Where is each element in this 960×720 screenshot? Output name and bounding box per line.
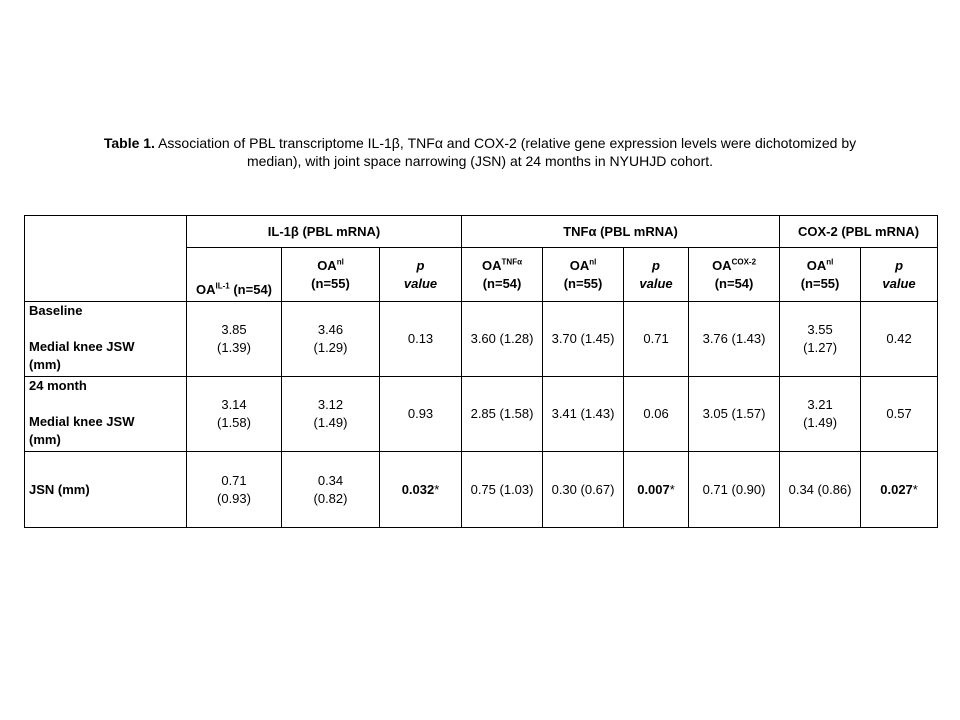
subheader-tnf-case: $OA^{TNF\alpha}$ (n=54) bbox=[462, 248, 543, 302]
row-label-baseline: Baseline Medial knee JSW (mm) bbox=[25, 302, 187, 377]
subheader-tnf-pvalue: p value bbox=[624, 248, 689, 302]
cell-jsn-cox-pvalue: 0.027* bbox=[861, 452, 938, 528]
cell-24m-cox-normal: 3.21 (1.49) bbox=[780, 377, 861, 452]
group-header-row bbox=[25, 216, 938, 248]
cell-baseline-il1-normal: 3.46 (1.29) bbox=[282, 302, 380, 377]
table-caption bbox=[40, 134, 920, 170]
cell-baseline-cox-pvalue: 0.42 bbox=[861, 302, 938, 377]
cell-jsn-tnf-normal: 0.30 (0.67) bbox=[543, 452, 624, 528]
subheader-il1-normal: $OA^{nl}$ (n=55) bbox=[282, 248, 380, 302]
cell-24m-il1-normal: 3.12 (1.49) bbox=[282, 377, 380, 452]
cell-baseline-tnf-normal: 3.70 (1.45) bbox=[543, 302, 624, 377]
cell-baseline-il1-pvalue: 0.13 bbox=[380, 302, 462, 377]
row-label-jsn: JSN (mm) bbox=[25, 452, 187, 528]
cell-baseline-il1-case: 3.85 (1.39) bbox=[187, 302, 282, 377]
cell-24m-cox-case: 3.05 (1.57) bbox=[689, 377, 780, 452]
cell-jsn-cox-case: 0.71 (0.90) bbox=[689, 452, 780, 528]
cell-24m-il1-pvalue: 0.93 bbox=[380, 377, 462, 452]
results-table bbox=[24, 215, 938, 528]
cell-24m-cox-pvalue: 0.57 bbox=[861, 377, 938, 452]
cell-24m-tnf-pvalue: 0.06 bbox=[624, 377, 689, 452]
caption-line-1 bbox=[40, 134, 920, 152]
cell-baseline-tnf-case: 3.60 (1.28) bbox=[462, 302, 543, 377]
cell-24m-tnf-case: 2.85 (1.58) bbox=[462, 377, 543, 452]
subheader-cox-normal: $OA^{nl}$ (n=55) bbox=[780, 248, 861, 302]
cell-24m-tnf-normal: 3.41 (1.43) bbox=[543, 377, 624, 452]
group-header-il1b: IL-1β (PBL mRNA) bbox=[187, 216, 462, 248]
cell-jsn-il1-normal: 0.34 (0.82) bbox=[282, 452, 380, 528]
table-row-baseline bbox=[25, 302, 938, 377]
subheader-tnf-normal: $OA^{nl}$ (n=55) bbox=[543, 248, 624, 302]
cell-baseline-cox-normal: 3.55 (1.27) bbox=[780, 302, 861, 377]
corner-cell bbox=[25, 216, 187, 302]
subheader-cox-pvalue: p value bbox=[861, 248, 938, 302]
cell-jsn-il1-pvalue: 0.032* bbox=[380, 452, 462, 528]
caption-line-2: median), with joint space narrowing (JSN) at 24 months in NYUHJD cohort. bbox=[246, 153, 714, 169]
subheader-il1-case: $OA^{IL-1}$ (n=54) bbox=[187, 248, 282, 302]
row-label-24-month: 24 month Medial knee JSW (mm) bbox=[25, 377, 187, 452]
cell-baseline-cox-case: 3.76 (1.43) bbox=[689, 302, 780, 377]
table-row-24-month bbox=[25, 377, 938, 452]
caption-prefix: Table 1. bbox=[103, 135, 155, 151]
cell-jsn-tnf-pvalue: 0.007* bbox=[624, 452, 689, 528]
cell-24m-il1-case: 3.14 (1.58) bbox=[187, 377, 282, 452]
table-row-jsn bbox=[25, 452, 938, 528]
group-header-cox2: COX-2 (PBL mRNA) bbox=[780, 216, 938, 248]
subheader-il1-pvalue: p value bbox=[380, 248, 462, 302]
subheader-cox-case: $OA^{COX-2}$ (n=54) bbox=[689, 248, 780, 302]
caption-text-1: Association of PBL transcriptome IL-1β, TNFα and COX-2 (relative gene expression levels were dichotomized by bbox=[158, 135, 857, 151]
cell-jsn-cox-normal: 0.34 (0.86) bbox=[780, 452, 861, 528]
cell-baseline-tnf-pvalue: 0.71 bbox=[624, 302, 689, 377]
cell-jsn-tnf-case: 0.75 (1.03) bbox=[462, 452, 543, 528]
cell-jsn-il1-case: 0.71 (0.93) bbox=[187, 452, 282, 528]
group-header-tnfa: TNFα (PBL mRNA) bbox=[462, 216, 780, 248]
